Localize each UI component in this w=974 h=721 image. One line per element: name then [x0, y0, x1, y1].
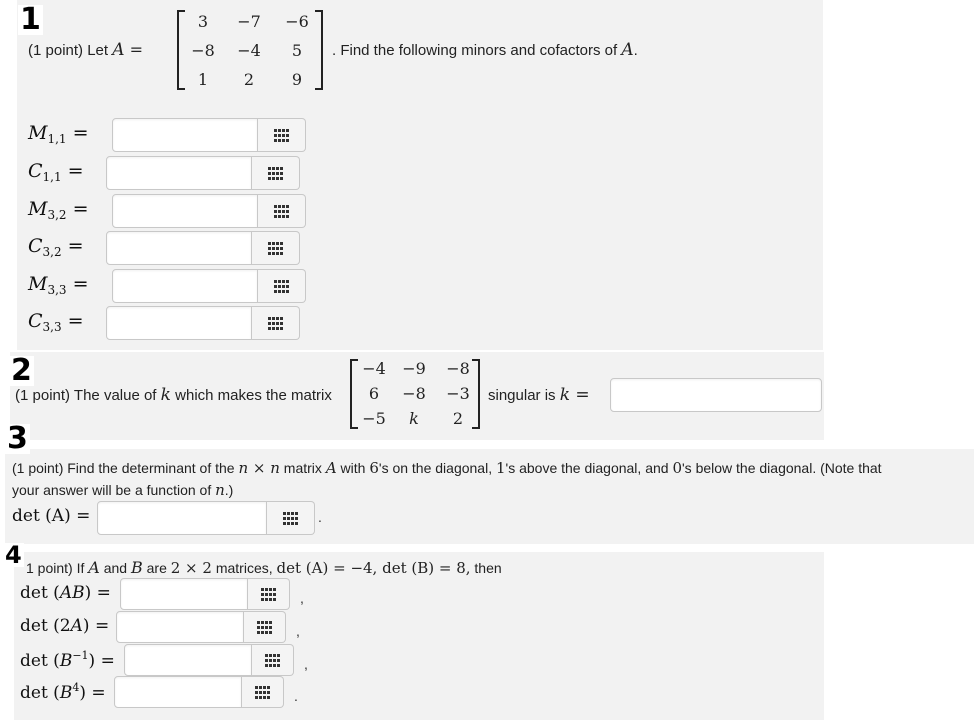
answer-input-k[interactable]: [610, 378, 822, 412]
matrix-cell: −4: [237, 41, 261, 60]
punctuation: ,: [300, 590, 304, 606]
answer-input-detA[interactable]: [97, 501, 267, 535]
answer-input-C33[interactable]: [106, 306, 252, 340]
label-detB4: $\det (B^4)$ =: [20, 681, 106, 703]
matrix-cell: −5: [362, 409, 386, 428]
label-C32: $C_{3,2}$ =: [28, 235, 84, 259]
matrix-cell: −4: [362, 359, 386, 378]
answer-input-M32[interactable]: [112, 194, 258, 228]
answer-input-M33[interactable]: [112, 269, 258, 303]
answer-palette-button[interactable]: [242, 676, 284, 708]
answer-palette-button[interactable]: [267, 501, 315, 535]
problem-2-prompt: (1 point) The value of k which makes the matrix: [15, 385, 332, 405]
label-det2A: det (2A) =: [20, 616, 110, 636]
problem-2-suffix: singular is k =: [488, 385, 590, 405]
label-C33: $C_{3,3}$ =: [28, 310, 84, 334]
punctuation: ,: [304, 656, 308, 672]
grid-icon: [274, 280, 290, 293]
answer-palette-button[interactable]: [244, 611, 286, 643]
matrix-cell: −7: [237, 12, 261, 31]
answer-palette-button[interactable]: [258, 118, 306, 152]
matrix-cell: −8: [191, 41, 215, 60]
problem-number: 3: [7, 421, 28, 456]
grid-icon: [268, 242, 284, 255]
answer-input-detB4[interactable]: [114, 676, 242, 708]
answer-input-C11[interactable]: [106, 156, 252, 190]
label-M11: $M_{1,1}$ =: [28, 122, 89, 146]
problem-4-intro: 1 point) If A and B are 2 × 2 matrices, det (A) = −4, det (B) = 8, then: [26, 558, 502, 577]
label-C11: $C_{1,1}$ =: [28, 160, 84, 184]
grid-icon: [274, 205, 290, 218]
matrix-cell: −6: [285, 12, 309, 31]
answer-palette-button[interactable]: [252, 156, 300, 190]
grid-icon: [257, 621, 273, 634]
matrix-cell: k: [409, 409, 419, 428]
grid-icon: [261, 588, 277, 601]
problem-number: 1: [20, 2, 41, 37]
problem-1-suffix: . Find the following minors and cofactors of A.: [332, 40, 638, 60]
punctuation: .: [294, 688, 298, 704]
label-detA: det (A) =: [12, 506, 91, 526]
matrix-cell: 3: [197, 12, 209, 31]
problem-3-line-1: (1 point) Find the determinant of the n × n matrix A with 6's on the diagonal, 1's above the diagonal, and 0's below the diagonal. (Note that: [12, 459, 882, 477]
grid-icon: [268, 167, 284, 180]
matrix-cell: −3: [446, 384, 470, 403]
answer-input-det2A[interactable]: [116, 611, 244, 643]
answer-palette-button[interactable]: [258, 269, 306, 303]
answer-input-M11[interactable]: [112, 118, 258, 152]
punctuation: ,: [296, 623, 300, 639]
problem-3-line-2: your answer will be a function of n.): [12, 481, 234, 499]
problem-number: 4: [5, 541, 22, 569]
label-detAB: det (AB) =: [20, 583, 111, 603]
answer-palette-button[interactable]: [248, 578, 290, 610]
matrix-cell: −8: [446, 359, 470, 378]
matrix-cell: −8: [402, 384, 426, 403]
grid-icon: [274, 129, 290, 142]
answer-palette-button[interactable]: [252, 306, 300, 340]
label-M32: $M_{3,2}$ =: [28, 198, 89, 222]
matrix-cell: 2: [452, 409, 464, 428]
problem-1-prompt: (1 point) Let A =: [28, 40, 143, 60]
label-detBinv: $\det (B^{-1})$ =: [20, 649, 115, 671]
grid-icon: [265, 654, 281, 667]
punctuation: .: [318, 509, 322, 525]
answer-input-C32[interactable]: [106, 231, 252, 265]
matrix-cell: 9: [291, 70, 303, 89]
matrix-cell: −9: [402, 359, 426, 378]
answer-palette-button[interactable]: [252, 231, 300, 265]
grid-icon: [283, 512, 299, 525]
matrix-cell: 5: [291, 41, 303, 60]
answer-input-detAB[interactable]: [120, 578, 248, 610]
matrix-2: [350, 361, 480, 427]
answer-input-detBinv[interactable]: [124, 644, 252, 676]
answer-palette-button[interactable]: [258, 194, 306, 228]
answer-palette-button[interactable]: [252, 644, 294, 676]
matrix-cell: 6: [368, 384, 380, 403]
grid-icon: [255, 686, 271, 699]
matrix-cell: 1: [197, 70, 209, 89]
grid-icon: [268, 317, 284, 330]
matrix-A: [177, 12, 323, 88]
problem-number: 2: [11, 353, 32, 388]
label-M33: $M_{3,3}$ =: [28, 273, 89, 297]
matrix-cell: 2: [243, 70, 255, 89]
